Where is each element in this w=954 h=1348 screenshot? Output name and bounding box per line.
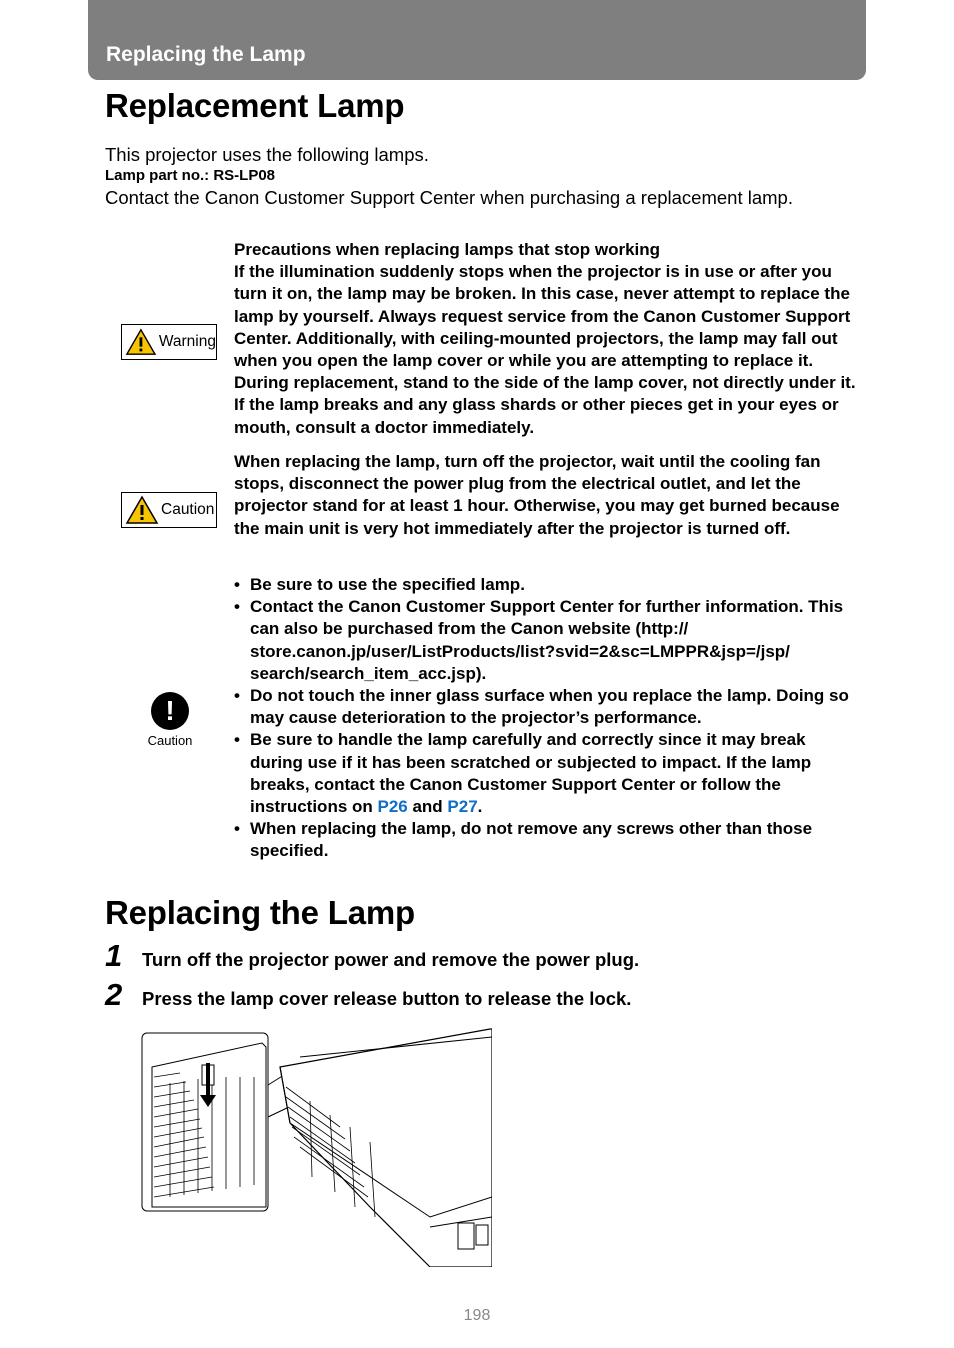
step-text: Press the lamp cover release button to release the lock.: [142, 988, 632, 1009]
notice-list: [234, 574, 859, 863]
item-text-end: .: [477, 797, 483, 817]
step-number: 2: [105, 977, 123, 1012]
section-header-bar: [88, 0, 866, 80]
link-p26[interactable]: P26: [377, 797, 408, 817]
warning-badge: [121, 324, 217, 360]
warning-heading: Precautions when replacing lamps that stop working: [234, 240, 661, 259]
step-number: 1: [105, 938, 123, 973]
intro-text: This projector uses the following lamps.: [105, 144, 429, 165]
warning-text: [234, 239, 859, 439]
caution-body: When replacing the lamp, turn off the projector, wait until the cooling fan stops, disconnect the power plug from the electrical outlet, and let the projector stand for at least 1 hour. Otherwise, you may get burned because the main unit is very hot immediately after the projector is turned off.: [234, 452, 840, 538]
link-p27[interactable]: P27: [447, 797, 478, 817]
caution-badge: [121, 492, 217, 528]
list-item: • Be sure to use the specified lamp.: [234, 574, 859, 596]
item-text-mid: and: [407, 797, 448, 817]
notice-icon-label: Caution: [147, 733, 193, 748]
section-title: Replacing the Lamp: [105, 894, 415, 931]
lamp-part-number: Lamp part no.: RS-LP08: [105, 167, 276, 184]
intro-block: [105, 143, 835, 209]
exclamation-icon: !: [151, 692, 189, 730]
caution-badge-label: Caution: [161, 501, 215, 518]
projector-lamp-cover-illustration: [140, 1027, 492, 1267]
warning-triangle-icon: [125, 327, 157, 357]
list-item: • Do not touch the inner glass surface when you replace the lamp. Doing so may cause deterioration to the projector’s performance.: [234, 685, 859, 729]
notice-text: [234, 574, 859, 863]
list-item: • Contact the Canon Customer Support Center for further information. This can also be purchased from the Canon website (http:// store.canon.jp/user/ListProducts/list?svid=2&sc=LMPPR&jsp=/jsp/ search/search_item_acc.jsp).: [234, 596, 859, 685]
caution-text: [234, 451, 859, 540]
page-number: 198: [463, 1307, 491, 1324]
caution-triangle-icon: [125, 495, 159, 525]
contact-text: Contact the Canon Customer Support Center when purchasing a replacement lamp.: [105, 187, 793, 208]
list-item: • When replacing the lamp, do not remove any screws other than those specified.: [234, 818, 859, 862]
warning-body: If the illumination suddenly stops when the projector is in use or after you turn it on, the lamp may be broken. In this case, never attempt to replace the lamp by yourself. Always request service from the Canon Customer Support Center. Additionally, with ceiling-mounted projectors, the lamp may fall out when you open the lamp cover or while you are attempting to replace it. During replacement, stand to the side of the lamp cover, not directly under it. If the lamp breaks and any glass shards or other pieces get in your eyes or mouth, consult a doctor immediately.: [234, 262, 856, 437]
notice-icon-block: [144, 692, 196, 748]
section-header-title: Replacing the Lamp: [106, 43, 306, 66]
warning-badge-label: Warning: [158, 333, 216, 350]
list-item: [234, 729, 859, 818]
item-text: Be sure to handle the lamp carefully and correctly since it may break during use if it has been scratched or subjected to impact. If the lamp breaks, contact the Canon Customer Support Center or follow the instructions on: [250, 730, 812, 817]
step-1: [105, 938, 639, 974]
page-title: Replacement Lamp: [105, 87, 405, 124]
step-text: Turn off the projector power and remove the power plug.: [142, 949, 640, 970]
step-2: [105, 977, 631, 1013]
